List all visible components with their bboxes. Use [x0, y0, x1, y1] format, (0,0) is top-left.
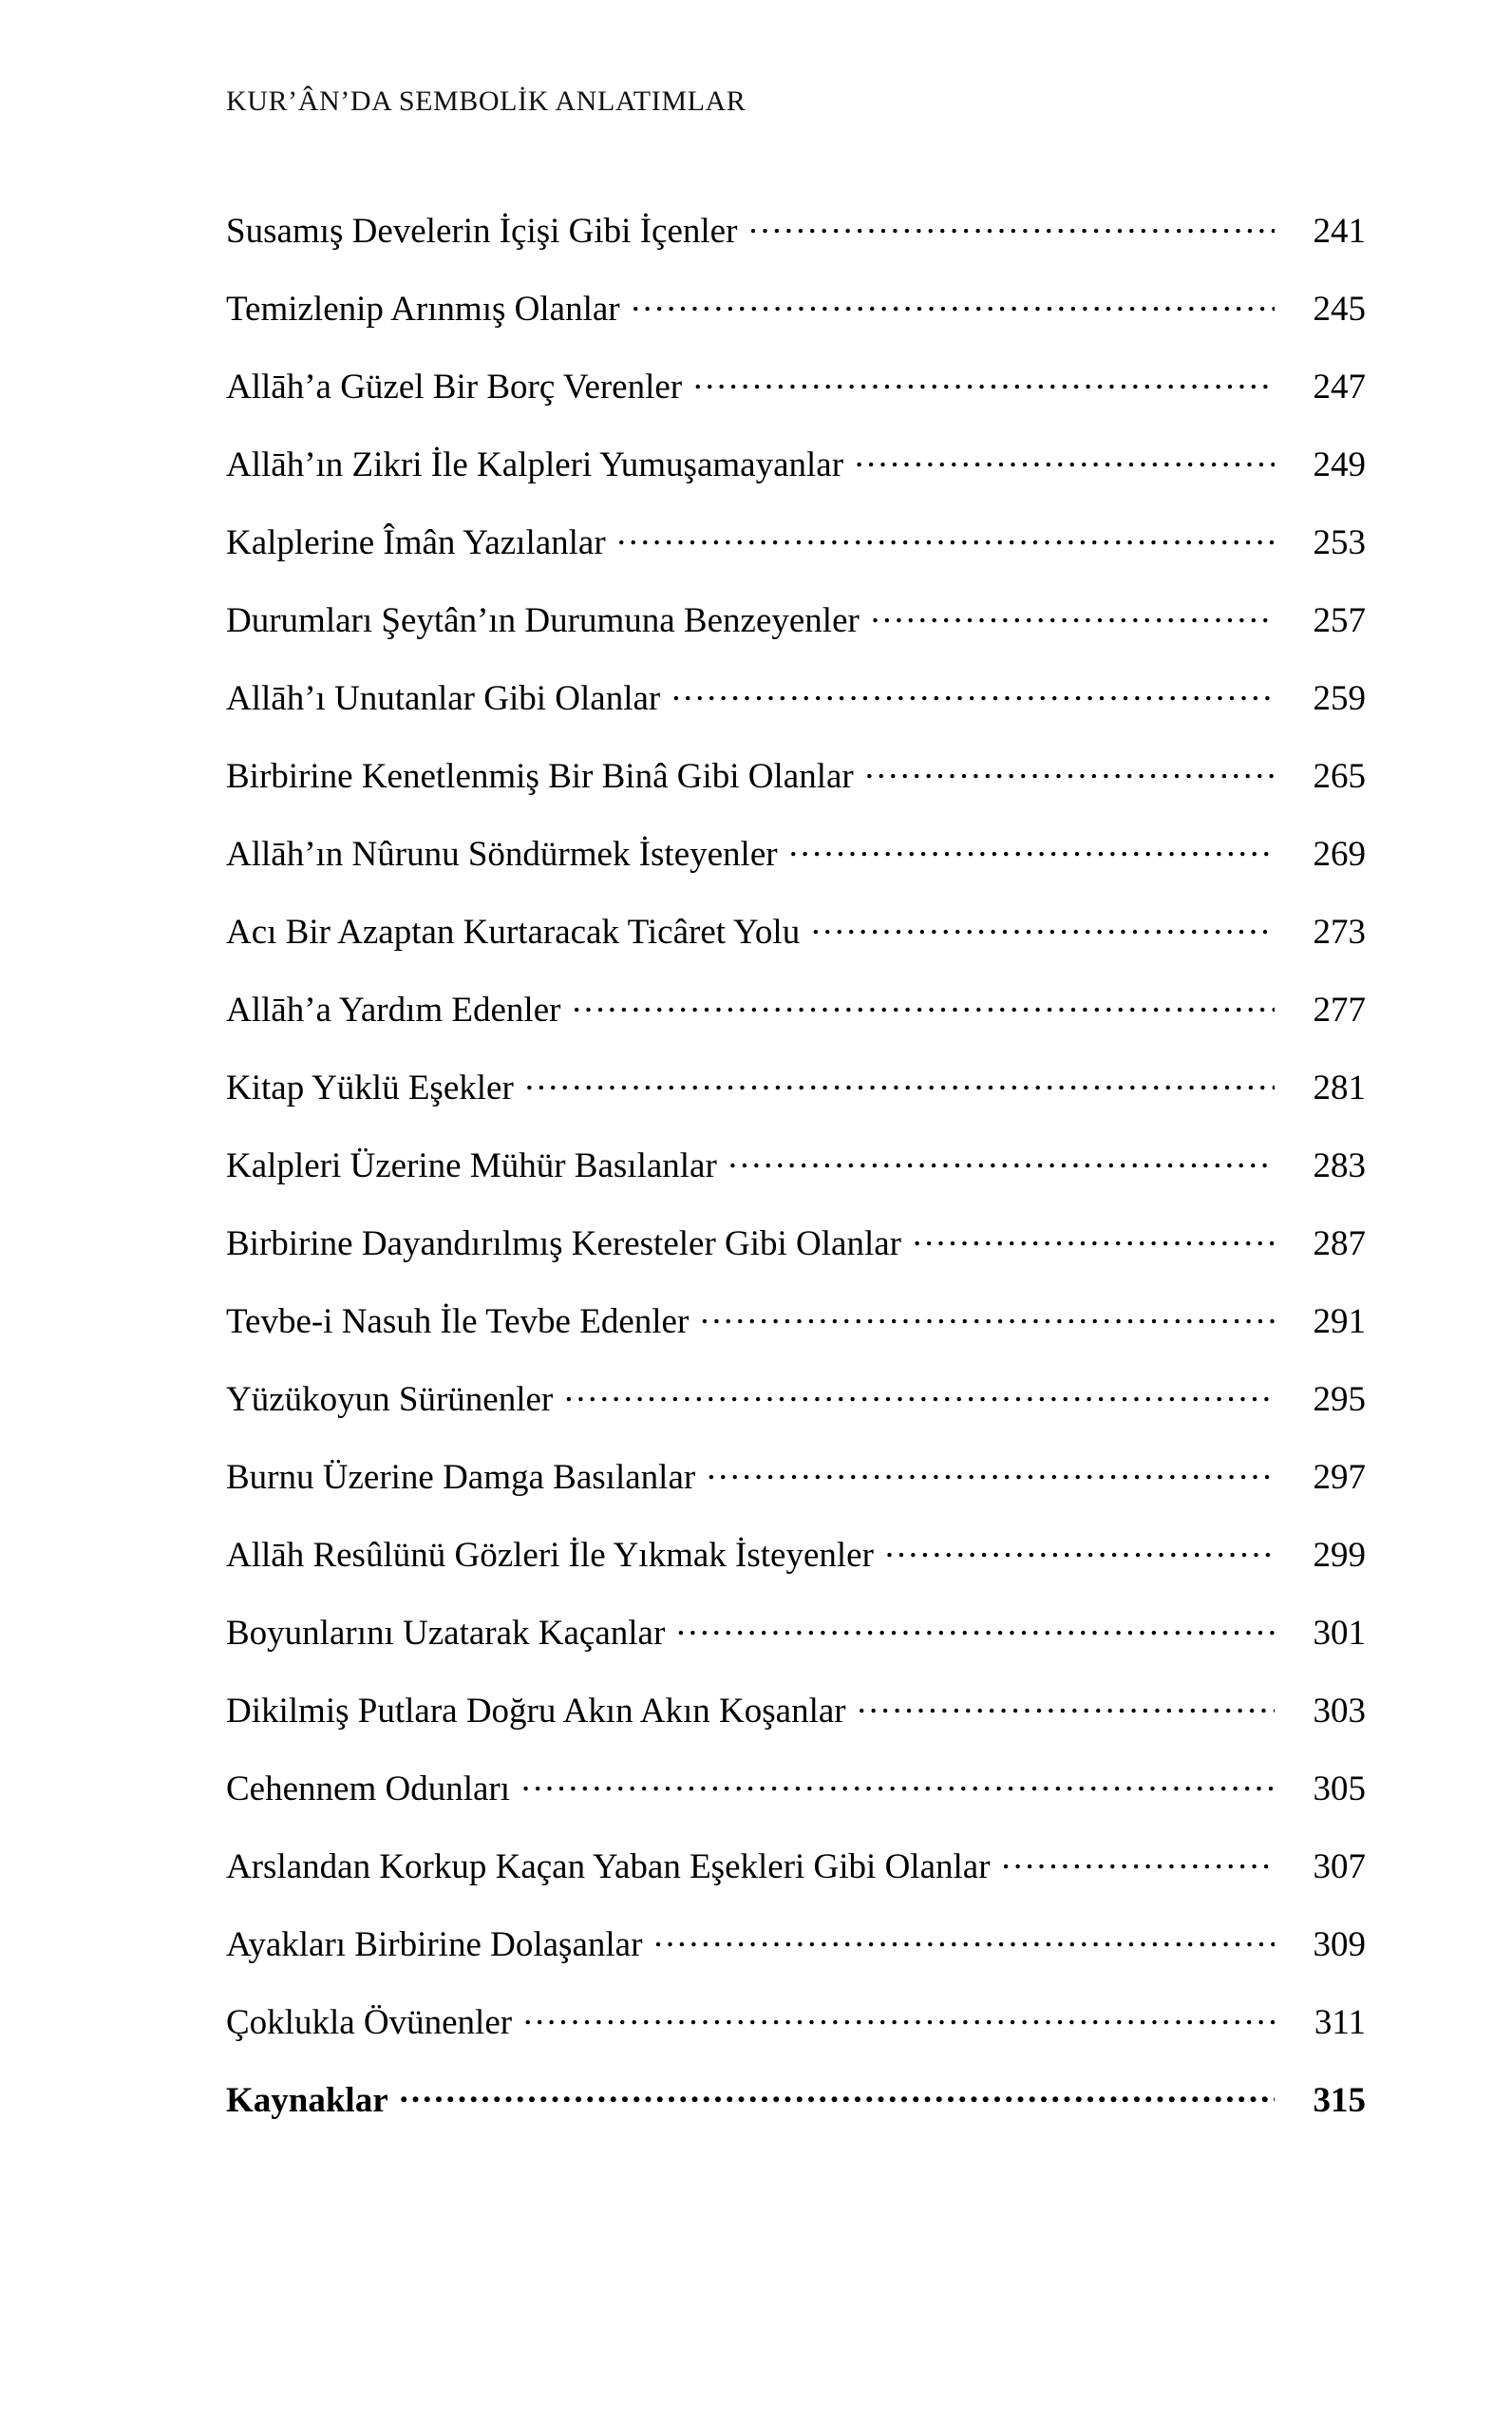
toc-entry-page-number: 305: [1313, 1769, 1366, 1808]
toc-leader-dots: [1002, 1843, 1275, 1878]
toc-leader-dots: [521, 1765, 1275, 1800]
toc-entry-page-number: 301: [1313, 1614, 1366, 1653]
toc-leader-dots: [865, 752, 1275, 787]
toc-entry-title: Çoklukla Övünenler: [226, 2003, 513, 2042]
toc-entry-title: Ayakları Birbirine Dolaşanlar: [226, 1925, 643, 1964]
toc-entry-title: Yüzükoyun Sürünenler: [226, 1380, 554, 1419]
toc-entry-title: Kalpleri Üzerine Mühür Basılanlar: [226, 1146, 717, 1185]
toc-leader-dots: [855, 441, 1275, 476]
toc-entry-title: Allāh Resûlünü Gözleri İle Yıkmak İsteyenler: [226, 1536, 874, 1575]
toc-entry-title: Arslandan Korkup Kaçan Yaban Eşekleri Gibi Olanlar: [226, 1847, 991, 1886]
toc-entry[interactable]: [226, 1453, 1366, 1501]
toc-entry[interactable]: [226, 1220, 1366, 1267]
toc-entry-title: Acı Bir Azaptan Kurtaracak Ticâret Yolu: [226, 913, 801, 952]
toc-entry-page-number: 247: [1313, 368, 1366, 407]
toc-leader-dots: [700, 1297, 1275, 1333]
toc-leader-dots: [564, 1375, 1275, 1410]
toc-entry-page-number: 249: [1313, 445, 1366, 484]
toc-entry[interactable]: [226, 285, 1366, 332]
toc-entry-title: Temizlenip Arınmış Olanlar: [226, 290, 620, 329]
toc-entry-page-number: 253: [1313, 523, 1366, 562]
toc-entry[interactable]: [226, 1998, 1366, 2046]
toc-entry-page-number: 245: [1313, 290, 1366, 329]
toc-entry-page-number: 315: [1313, 2081, 1366, 2120]
toc-leader-dots: [525, 1064, 1275, 1099]
toc-entry[interactable]: [226, 1064, 1366, 1111]
table-of-contents: [226, 207, 1366, 2154]
toc-leader-dots: [789, 830, 1275, 865]
toc-entry-title: Birbirine Dayandırılmış Keresteler Gibi Olanlar: [226, 1224, 902, 1263]
toc-entry[interactable]: [226, 986, 1366, 1033]
toc-entry-title: Kaynaklar: [226, 2081, 388, 2120]
toc-leader-dots: [523, 1998, 1275, 2034]
toc-entry[interactable]: [226, 1765, 1366, 1812]
toc-entry-page-number: 273: [1313, 913, 1366, 952]
toc-entry-page-number: 311: [1314, 2003, 1366, 2042]
toc-entry-title: Tevbe-i Nasuh İle Tevbe Edenler: [226, 1302, 690, 1341]
toc-leader-dots: [811, 908, 1275, 943]
toc-entry-title: Allāh’a Yardım Edenler: [226, 991, 561, 1030]
toc-entry-page-number: 257: [1313, 601, 1366, 640]
toc-entry-page-number: 287: [1313, 1224, 1366, 1263]
toc-leader-dots: [728, 1142, 1275, 1177]
toc-entry-page-number: 303: [1313, 1692, 1366, 1731]
toc-entry[interactable]: [226, 1609, 1366, 1656]
toc-leader-dots: [858, 1687, 1275, 1722]
toc-entry-title: Allāh’ın Nûrunu Söndürmek İsteyenler: [226, 835, 778, 874]
toc-leader-dots: [572, 986, 1275, 1021]
toc-entry[interactable]: [226, 1142, 1366, 1189]
toc-leader-dots: [913, 1220, 1275, 1255]
toc-entry[interactable]: [226, 363, 1366, 410]
toc-entry-page-number: 307: [1313, 1847, 1366, 1886]
toc-entry-page-number: 283: [1313, 1146, 1366, 1185]
toc-entry[interactable]: [226, 519, 1366, 566]
toc-entry[interactable]: [226, 830, 1366, 878]
toc-entry-page-number: 259: [1313, 679, 1366, 718]
toc-leader-dots: [707, 1453, 1275, 1488]
toc-entry-page-number: 309: [1313, 1925, 1366, 1964]
toc-entry-title: Allāh’a Güzel Bir Borç Verenler: [226, 368, 683, 407]
toc-entry-page-number: 295: [1313, 1380, 1366, 1419]
toc-leader-dots: [748, 207, 1275, 242]
toc-entry-title: Dikilmiş Putlara Doğru Akın Akın Koşanlar: [226, 1692, 846, 1731]
toc-leader-dots: [671, 674, 1275, 710]
toc-entry-title: Cehennem Odunları: [226, 1769, 510, 1808]
toc-entry[interactable]: [226, 596, 1366, 644]
toc-entry-title: Allāh’ı Unutanlar Gibi Olanlar: [226, 679, 661, 718]
toc-entry-title: Burnu Üzerine Damga Basılanlar: [226, 1458, 696, 1497]
toc-leader-dots: [400, 2076, 1275, 2111]
toc-entry-title: Birbirine Kenetlenmiş Bir Binâ Gibi Olanlar: [226, 757, 854, 796]
toc-leader-dots: [617, 519, 1275, 554]
toc-entry[interactable]: [226, 1921, 1366, 1968]
toc-entry-title: Kitap Yüklü Eşekler: [226, 1069, 514, 1107]
toc-leader-dots: [632, 285, 1275, 320]
toc-entry[interactable]: [226, 1531, 1366, 1579]
toc-entry[interactable]: [226, 441, 1366, 488]
toc-leader-dots: [676, 1609, 1275, 1644]
toc-entry[interactable]: [226, 1843, 1366, 1890]
toc-entry-page-number: 265: [1313, 757, 1366, 796]
toc-entry-title: Kalplerine Îmân Yazılanlar: [226, 523, 606, 562]
toc-entry[interactable]: [226, 1687, 1366, 1734]
toc-entry[interactable]: [226, 908, 1366, 956]
toc-entry-title: Boyunlarını Uzatarak Kaçanlar: [226, 1614, 666, 1653]
toc-leader-dots: [871, 596, 1275, 632]
toc-entry-title: Allāh’ın Zikri İle Kalpleri Yumuşamayanlar: [226, 445, 844, 484]
toc-entry-page-number: 291: [1313, 1302, 1366, 1341]
toc-entry-page-number: 241: [1313, 212, 1366, 251]
toc-entry[interactable]: [226, 752, 1366, 800]
running-header: KUR’ÂN’DA SEMBOLİK ANLATIMLAR: [226, 85, 747, 117]
toc-leader-dots: [693, 363, 1275, 398]
toc-entry[interactable]: [226, 1297, 1366, 1345]
toc-entry-page-number: 281: [1313, 1069, 1366, 1107]
toc-entry-page-number: 269: [1313, 835, 1366, 874]
toc-entry-page-number: 299: [1313, 1536, 1366, 1575]
toc-entry[interactable]: [226, 1375, 1366, 1423]
toc-entry-page-number: 297: [1313, 1458, 1366, 1497]
toc-entry[interactable]: [226, 674, 1366, 722]
toc-leader-dots: [885, 1531, 1275, 1566]
toc-entry-page-number: 277: [1313, 991, 1366, 1030]
toc-entry[interactable]: [226, 2076, 1366, 2124]
toc-entry-title: Susamış Develerin İçişi Gibi İçenler: [226, 212, 738, 251]
toc-leader-dots: [653, 1921, 1275, 1956]
toc-entry-title: Durumları Şeytân’ın Durumuna Benzeyenler: [226, 601, 860, 640]
toc-entry[interactable]: [226, 207, 1366, 255]
